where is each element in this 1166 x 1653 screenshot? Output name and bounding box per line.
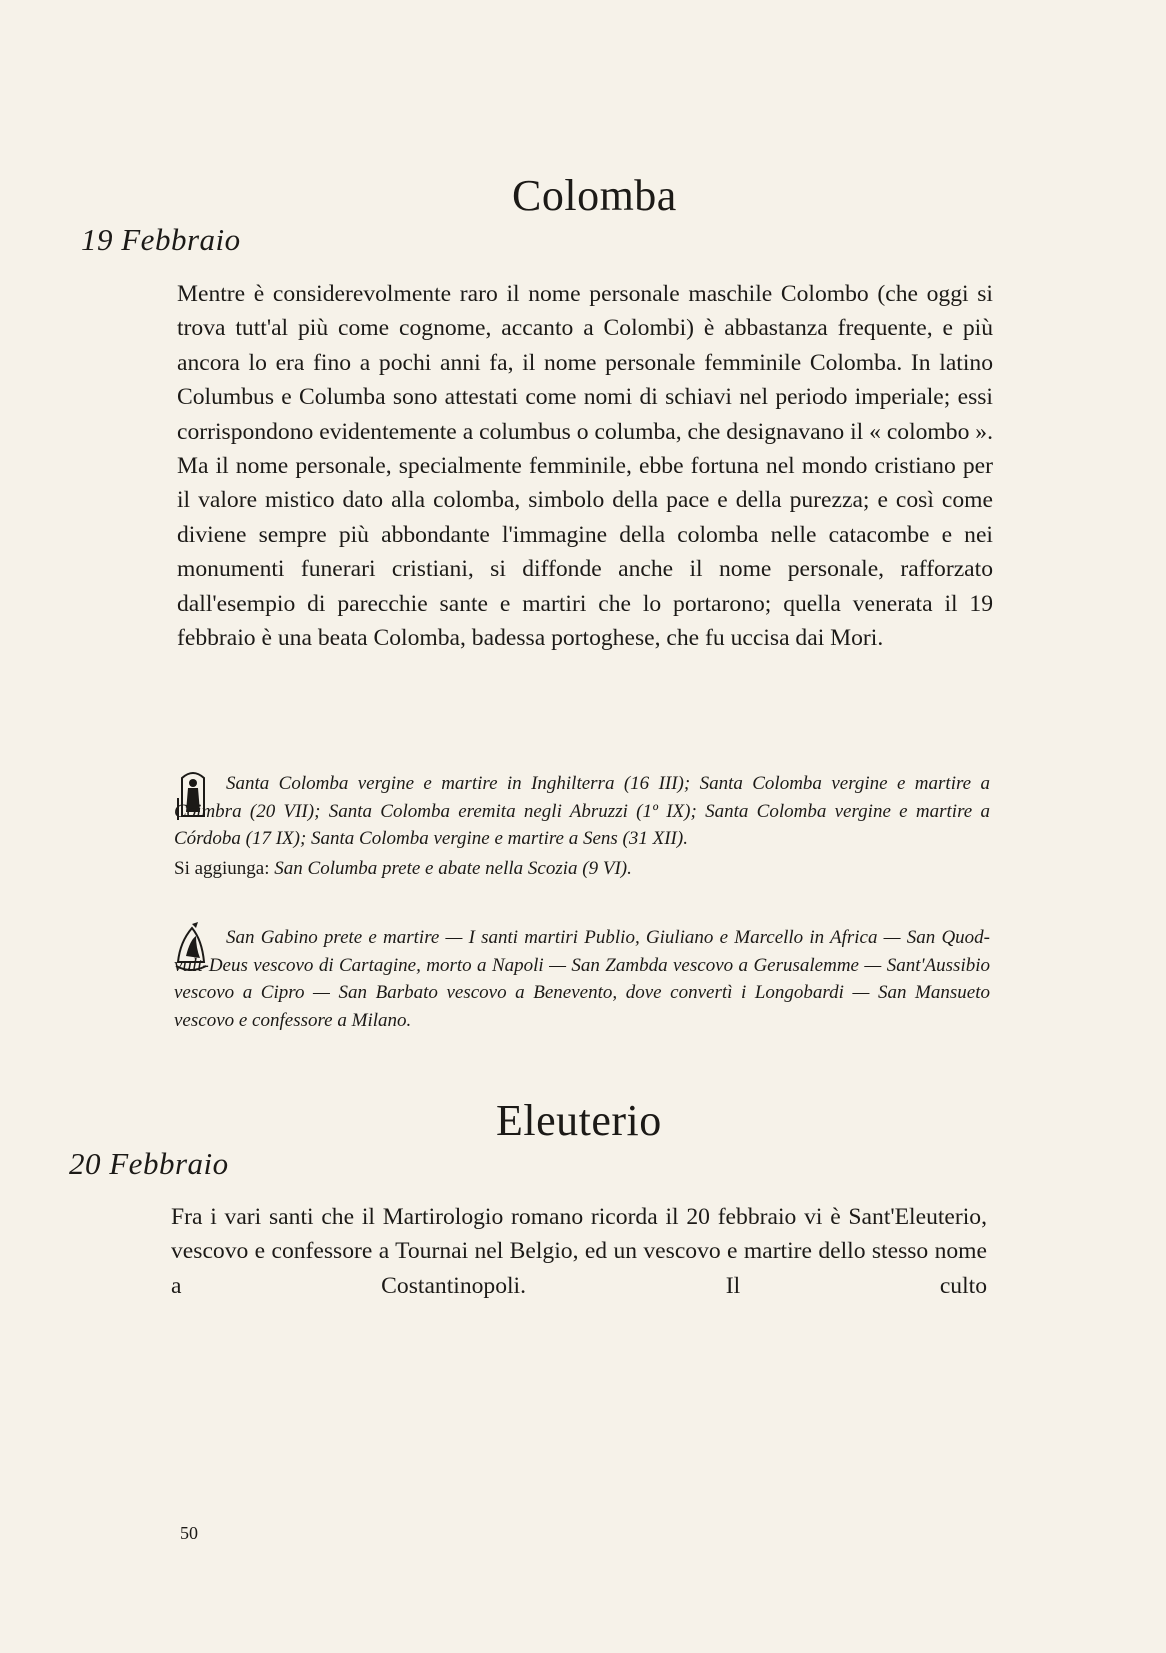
saints-note-colomba bbox=[174, 770, 990, 882]
entry-date-20-febbraio: 20 Febbraio bbox=[69, 1146, 229, 1181]
other-saints-text: San Gabino prete e martire — I santi martiri Publio, Giuliano e Marcello in Africa — San Quod-vult-Deus vescovo di Cartagine, morto a Napoli — San Zambda vescovo a Gerusalemme — Sant'Aussibio vescovo a Cipro — San Barbato vescovo a Benevento, dove convertì i Longobardi — San Mansueto vescovo e confessore a Milano. bbox=[174, 927, 990, 1031]
saints-note-text: Santa Colomba vergine e martire in Inghilterra (16 III); Santa Colomba vergine e martire a Coimbra (20 VII); Santa Colomba eremita negli Abruzzi (1º IX); Santa Colomba vergine e martire a Córdoba (17 IX); Santa Colomba vergine e martire a Sens (31 XII). bbox=[174, 773, 990, 849]
body-paragraph: Fra i vari santi che il Martirologio romano ricorda il 20 febbraio vi è Sant'Eleuterio, vescovo e confessore a Tournai nel Belgio, ed un vescovo e martire dello stesso nome a Costantinopoli. Il culto bbox=[171, 1204, 987, 1299]
entry-title-eleuterio: Eleuterio bbox=[496, 1096, 662, 1145]
addendum-label: Si aggiunga: bbox=[174, 857, 270, 879]
body-paragraph: Mentre è considerevolmente raro il nome personale maschile Colombo (che oggi si trova tutt'al più come cognome, accanto a Colombi) è abbastanza frequente, e più ancora lo era fino a pochi anni fa, il nome personale femminile Colomba. In latino Columbus e Columba sono attestati come nomi di schiavi nel periodo imperiale; essi corrispondono evidentemente a columbus o columba, che designavano il « colombo ». Ma il nome personale, specialmente femminile, ebbe fortuna nel mondo cristiano per il valore mistico dato alla colomba, simbolo della pace e della purezza; e così come diviene sempre più abbondante l'immagine della colomba nelle catacombe e nei monumenti funerari cristiani, si diffonde anche il nome personale, rafforzato dall'esempio di parecchie sante e martiri che lo portarono; quella venerata il 19 febbraio è una beata Colomba, badessa portoghese, che fu uccisa dai Mori. bbox=[177, 281, 993, 652]
entry-body-colomba bbox=[177, 277, 993, 655]
addendum-text: San Columba prete e abate nella Scozia (9 VI). bbox=[274, 857, 632, 879]
saints-addendum bbox=[174, 855, 990, 883]
page-number: 50 bbox=[180, 1523, 198, 1543]
entry-body-eleuterio bbox=[171, 1200, 987, 1303]
entry-date-19-febbraio: 19 Febbraio bbox=[81, 222, 241, 257]
other-saints-colomba bbox=[174, 924, 990, 1034]
entry-title-colomba: Colomba bbox=[512, 171, 677, 220]
